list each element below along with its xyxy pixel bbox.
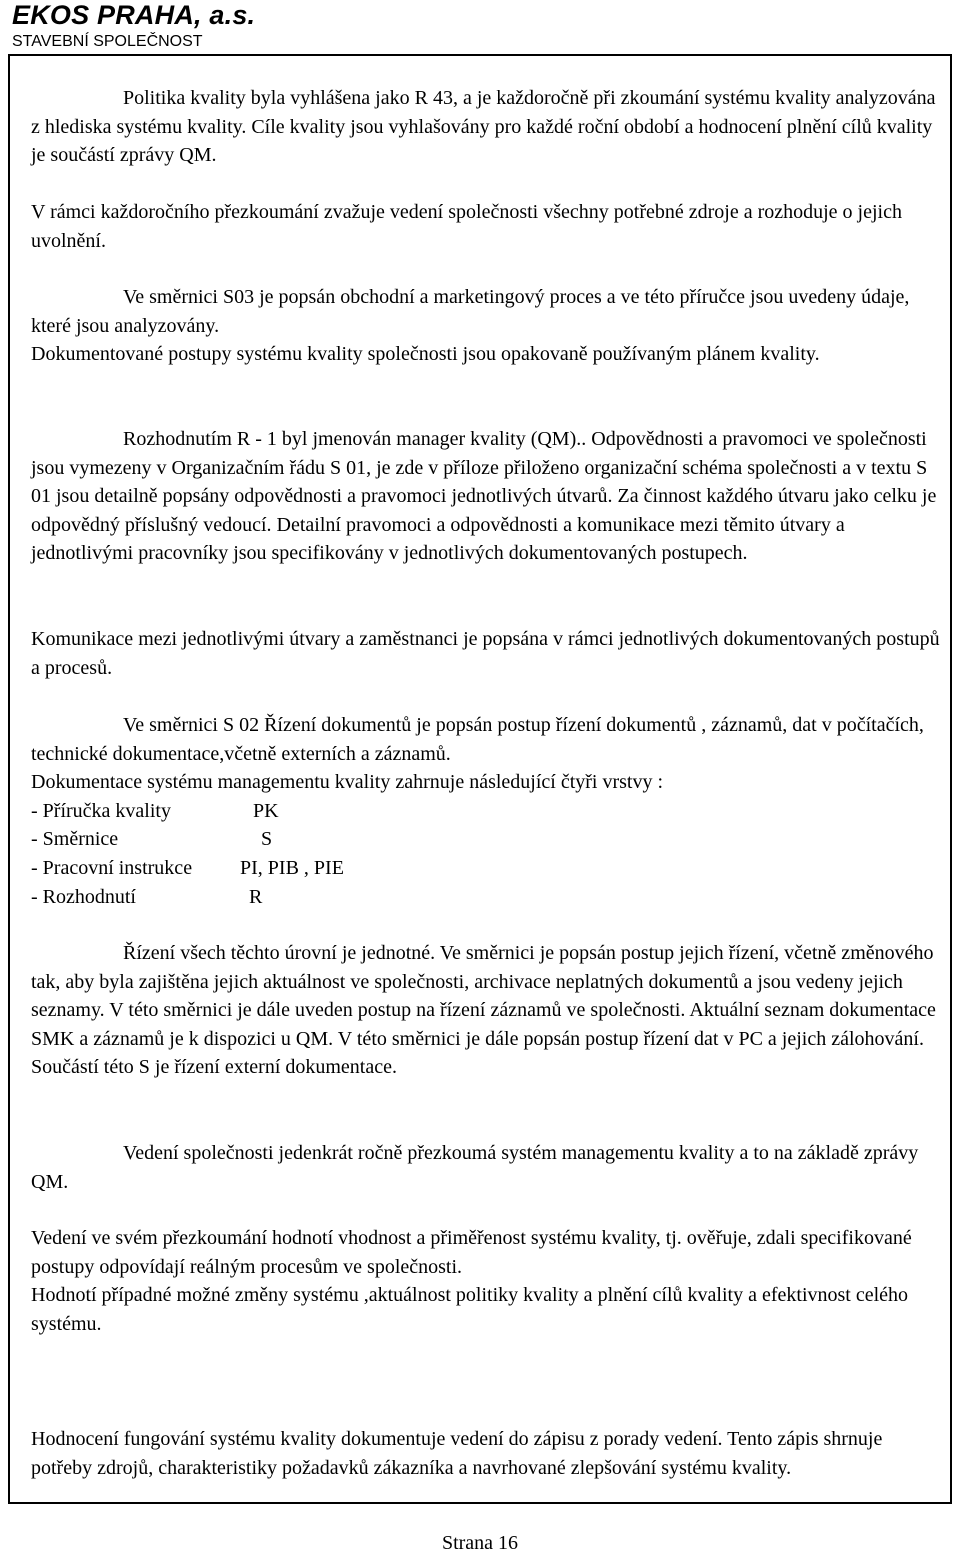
text-p6: Komunikace mezi jednotlivými útvary a zaměstnanci je popsána v rámci jednotlivých dokumentovaných postupů a procesů. — [31, 628, 940, 679]
text-p5: Rozhodnutím R - 1 byl jmenován manager kvality (QM).. Odpovědnosti a pravomoci ve společnosti jsou vymezeny v Organizačním řádu S 01, je zde v příloze přiloženo organizační schéma společnosti a v textu S 01 jsou detailně popsány odpovědnosti a pravomoci jednotlivých útvarů. Za činnost každého útvaru jako celku je odpovědný příslušný vedoucí. Detailní pravomoci a odpovědnosti a komunikace mezi těmito útvary a jednotlivými pracovníky jsou specifikovány v jednotlivých dokumentovaných postupech. — [31, 428, 937, 565]
layer-label: - Rozhodnutí — [31, 885, 136, 908]
layer-row — [31, 854, 946, 883]
paragraph-responsibilities — [31, 425, 946, 568]
paragraph-quality-policy — [31, 84, 946, 170]
layer-code: PK — [253, 799, 279, 822]
layer-row — [31, 825, 946, 854]
text-p12: Hodnotí případné možné změny systému ,aktuálnost politiky kvality a plnění cílů kvality a efektivnost celého systému. — [31, 1284, 909, 1335]
text-p9: Řízení všech těchto úrovní je jednotné. Ve směrnici je popsán postup jejich řízení, včetně změnového tak, aby byla zajištěna jejich aktuálnost ve společnosti, archivace neplatných dokumentů a jsou vedeny jejich seznamy. V této směrnici je dále uveden postup na řízení záznamů ve společnosti. Aktuální seznam dokumentace SMK a záznamů je k dispozici u QM. V této směrnici je dále popsán postup řízení dat v PC a jejich zálohování. Součástí této S je řízení externí dokumentace. — [31, 942, 936, 1079]
text-p8: Dokumentace systému managementu kvality zahrnuje následující čtyři vrstvy : — [31, 771, 664, 794]
text-p7: Ve směrnici S 02 Řízení dokumentů je popsán postup řízení dokumentů , záznamů, dat v počítačích, technické dokumentace,včetně externích a záznamů. — [31, 714, 924, 765]
layer-code: PI, PIB , PIE — [240, 856, 344, 879]
layer-label: - Směrnice — [31, 828, 119, 851]
text-p2: V rámci každoročního přezkoumání zvažuje vedení společnosti všechny potřebné zdroje a rozhoduje o jejich uvolnění. — [31, 201, 902, 252]
text-p10: Vedení společnosti jedenkrát ročně přezkoumá systém managementu kvality a to na základě zprávy QM. — [31, 1142, 919, 1193]
text-p3: Ve směrnici S03 je popsán obchodní a marketingový proces a ve této příručce jsou uvedeny údaje, které jsou analyzovány. — [31, 286, 910, 337]
layer-row — [31, 797, 946, 826]
paragraph-resources — [31, 198, 946, 255]
layer-label: - Pracovní instrukce — [31, 856, 193, 879]
text-p13: Hodnocení fungování systému kvality dokumentuje vedení do zápisu z porady vedení. Tento zápis shrnuje potřeby zdrojů, charakteristiky požadavků zákazníka a navrhované zlepšování systému kvality. — [31, 1428, 883, 1479]
text-p11: Vedení ve svém přezkoumání hodnotí vhodnost a přiměřenost systému kvality, tj. ověřuje, zdali specifikované postupy odpovídají reálným procesům ve společnosti. — [31, 1227, 912, 1278]
paragraph-assessment — [31, 1425, 946, 1482]
paragraph-annual-review — [31, 1139, 946, 1196]
layer-code: R — [249, 885, 263, 908]
text-p1: Politika kvality byla vyhlášena jako R 43, a je každoročně při zkoumání systému kvality analyzována z hlediska systému kvality. Cíle kvality jsou vyhlašovány pro každé roční období a hodnocení plnění cílů kvality je součástí zprávy QM. — [31, 87, 936, 167]
layer-label: - Příručka kvality — [31, 799, 171, 822]
paragraph-review-evaluation — [31, 1224, 946, 1338]
text-p4: Dokumentované postupy systému kvality společnosti jsou opakovaně používaným plánem kvality. — [31, 343, 820, 366]
company-name: EKOS PRAHA, a.s. — [12, 0, 256, 30]
paragraph-communication — [31, 625, 946, 682]
paragraph-control-levels — [31, 939, 946, 1082]
layer-row — [31, 883, 946, 912]
layer-code: S — [261, 828, 273, 851]
page-number: Strana 16 — [441, 1532, 519, 1554]
paragraph-document-control — [31, 711, 946, 911]
company-subtitle: STAVEBNÍ SPOLEČNOST — [12, 33, 203, 50]
paragraph-marketing — [31, 283, 946, 369]
